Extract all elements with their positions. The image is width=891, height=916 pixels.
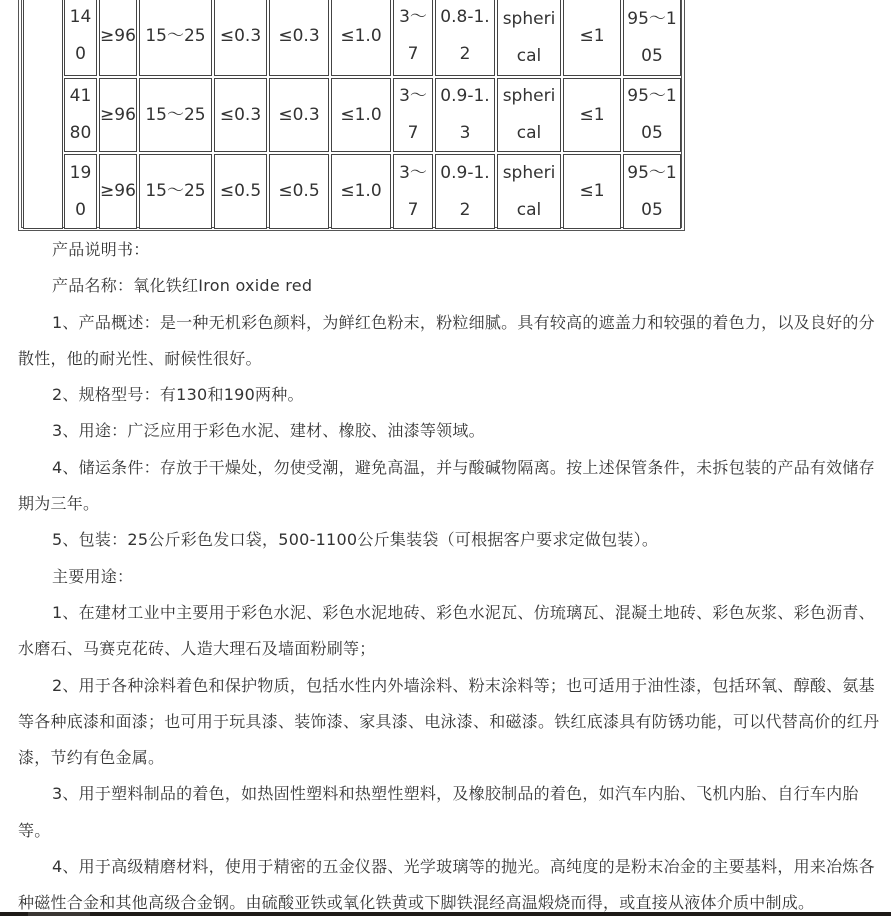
cell-text: 15～25 [145, 25, 206, 46]
cell-text: 190 [69, 162, 92, 220]
table-cell [99, 0, 137, 76]
cell-text: 0.9-1.2 [440, 162, 490, 220]
product-description [18, 232, 886, 916]
cell-text: ≤0.3 [219, 25, 262, 46]
spec-table [18, 0, 685, 231]
table-cell [331, 154, 391, 229]
table-cell [435, 154, 495, 229]
table-cell [214, 154, 267, 229]
table-cell [497, 0, 561, 76]
cell-text: 3～7 [399, 7, 427, 64]
cell-text: ≤0.3 [219, 104, 262, 125]
cell-text: ≤0.5 [278, 181, 320, 201]
table-cell [214, 78, 267, 152]
table-cell [139, 154, 212, 229]
cell-text: ≤0.3 [278, 25, 320, 46]
cell-text: 15～25 [145, 181, 206, 201]
paragraph-packaging: 5、包装：25公斤彩色发口袋，500-1100公斤集装袋（可根据客户要求定做包装）。 [52, 530, 659, 550]
table-cell [269, 154, 329, 229]
paragraph-use-2: 2、用于各种涂料着色和保护物质，包括水性内外墙涂料、粉末涂料等；也可适用于油性漆，包括环氧、醇酸、氨基等各种底漆和面漆；也可用于玩具漆、装饰漆、家具漆、电泳漆、和磁漆。铁红底漆具有防锈功能，可以代替高价的红丹漆，节约有色金属。 [18, 675, 880, 768]
cell-text: ≤1 [579, 104, 605, 125]
table-cell [563, 78, 621, 152]
table-cell [214, 0, 267, 76]
paragraph-use-1: 1、在建材工业中主要用于彩色水泥、彩色水泥地砖、彩色水泥瓦、仿琉璃瓦、混凝土地砖、彩色灰浆、彩色沥青、水磨石、马赛克花砖、人造大理石及墙面粉刷等； [18, 602, 875, 659]
bottom-edge-bar [0, 912, 891, 916]
table-cell [623, 78, 681, 152]
table-cell [269, 0, 329, 76]
section-heading-manual: 产品说明书： [52, 240, 150, 259]
cell-text: 4180 [69, 86, 92, 143]
cell-text: spherical [502, 9, 556, 66]
paragraph-storage: 4、储运条件：存放于干燥处，勿使受潮，避免高温，并与酸碱物隔离。按上述保管条件，未拆包装的产品有效储存期为三年。 [18, 457, 875, 514]
cell-text: ≤1 [579, 181, 605, 201]
table-cell [331, 78, 391, 152]
cell-text: 3～7 [399, 86, 427, 143]
table-cell [563, 0, 621, 76]
table-cell [563, 154, 621, 229]
cell-text: 95～105 [627, 9, 677, 66]
paragraph-usage: 3、用途：广泛应用于彩色水泥、建材、橡胶、油漆等领域。 [52, 421, 485, 441]
cell-text: ≤1 [579, 25, 605, 46]
table-cell [435, 78, 495, 152]
table-cell [393, 154, 433, 229]
table-cell [497, 78, 561, 152]
cell-text: ≤0.3 [278, 104, 320, 125]
cell-text: spherical [502, 162, 556, 220]
table-cell [139, 78, 212, 152]
product-name: 产品名称：氧化铁红Iron oxide red [52, 276, 313, 296]
spec-table-body [21, 0, 682, 228]
table-cell [623, 0, 681, 76]
paragraph-overview: 1、产品概述：是一种无机彩色颜料，为鲜红色粉末，粉粒细腻。具有较高的遮盖力和较强的着色力，以及良好的分散性，他的耐光性、耐候性很好。 [18, 312, 875, 368]
table-cell-model [64, 78, 97, 152]
table-cell [435, 0, 495, 76]
cell-text: 0.8-1.2 [440, 7, 490, 64]
cell-text: 95～105 [627, 86, 677, 143]
cell-text: ≤0.5 [219, 181, 262, 201]
cell-text: ≥96 [100, 25, 136, 46]
cell-text: 140 [69, 7, 92, 64]
cell-text: ≤1.0 [340, 181, 382, 201]
table-cell [497, 154, 561, 229]
cell-text: ≥96 [100, 104, 136, 125]
cell-text: 0.9-1.3 [440, 86, 490, 143]
bottom-edge-segment [28, 912, 90, 916]
section-heading-main-uses: 主要用途： [52, 566, 134, 586]
table-cell-category [23, 0, 63, 229]
cell-text: 3～7 [399, 162, 427, 220]
cell-text: ≤1.0 [340, 25, 382, 46]
table-cell [139, 0, 212, 76]
table-cell [269, 78, 329, 152]
cell-text: ≥96 [100, 181, 136, 201]
cell-text: 95～105 [627, 162, 677, 220]
paragraph-specs: 2、规格型号：有130和190两种。 [52, 385, 304, 405]
cell-text: spherical [502, 86, 556, 143]
table-cell [331, 0, 391, 76]
table-cell [623, 154, 681, 229]
cell-text: ≤1.0 [340, 104, 382, 125]
table-cell-model [64, 0, 97, 76]
cell-text: 15～25 [145, 104, 206, 125]
table-cell [393, 0, 433, 76]
table-cell-model [64, 154, 97, 229]
paragraph-use-3: 3、用于塑料制品的着色，如热固性塑料和热塑性塑料，及橡胶制品的着色，如汽车内胎、飞机内胎、自行车内胎等。 [18, 784, 859, 840]
paragraph-use-4: 4、用于高级精磨材料，使用于精密的五金仪器、光学玻璃等的抛光。高纯度的是粉末冶金的主要基料，用来冶炼各种磁性合金和其他高级合金钢。由硫酸亚铁或氧化铁黄或下脚铁混经高温煅烧而得，或直接从液体介质中制成。 [18, 857, 875, 913]
table-cell [393, 78, 433, 152]
table-cell [99, 154, 137, 229]
table-cell [99, 78, 137, 152]
